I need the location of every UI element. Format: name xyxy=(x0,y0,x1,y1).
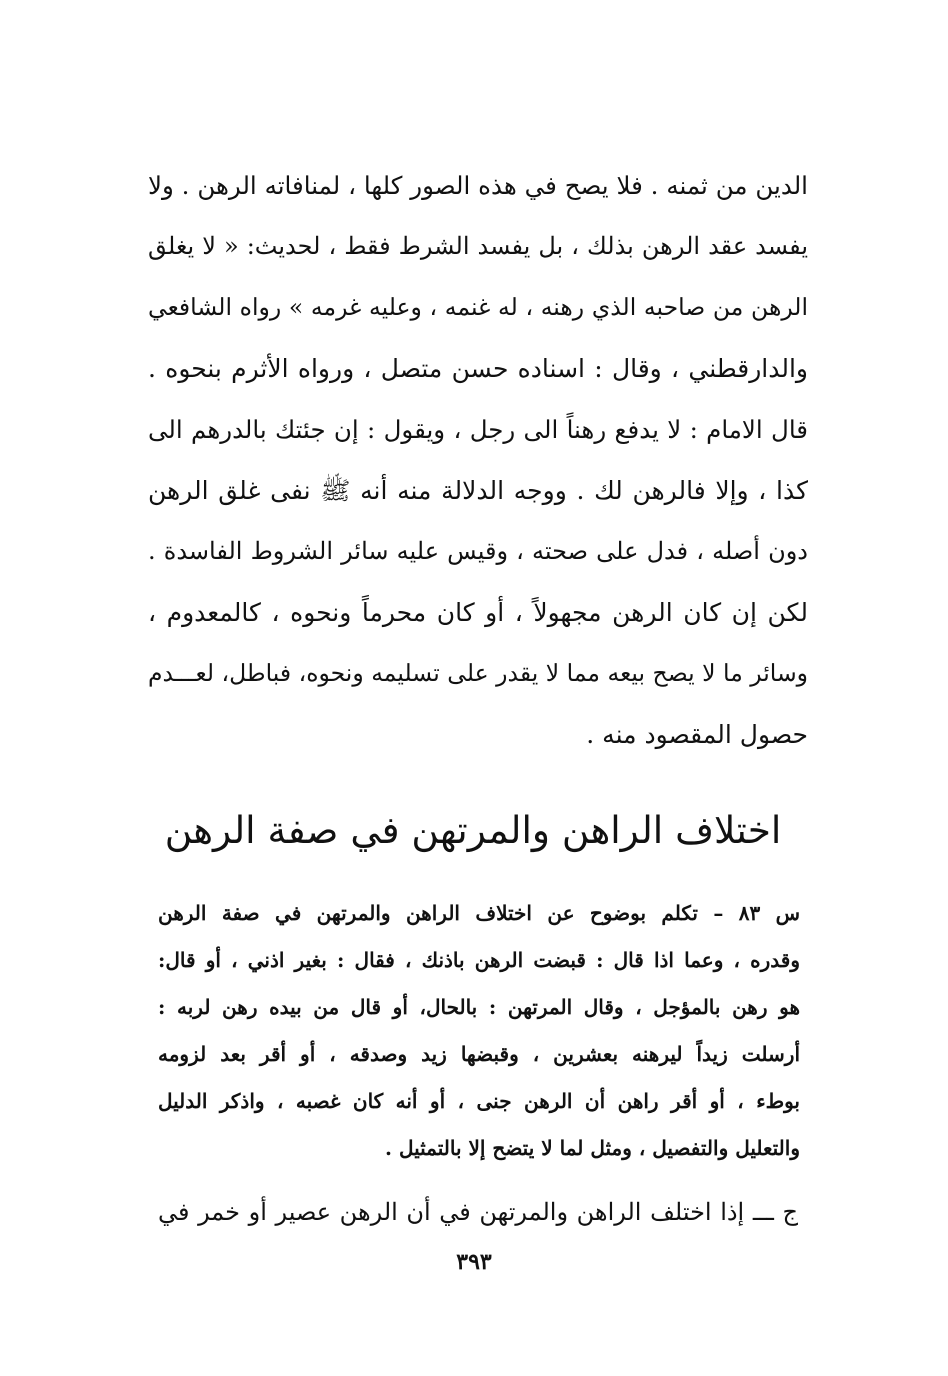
body-line: لكن إن كان الرهن مجهولاً ، أو كان محرماً ونحوه ، كالمعدوم ، xyxy=(148,598,808,627)
body-line: الدين من ثمنه . فلا يصح في هذه الصور كلها ، لمنافاته الرهن . ولا xyxy=(148,171,808,200)
question-line: وقدره ، وعما اذا قال : قبضت الرهن باذنك ، فقال : بغير اذني ، أو قال: xyxy=(158,948,800,972)
question-line: هو رهن بالمؤجل ، وقال المرتهن : بالحال، أو قال من بيده رهن لربه : xyxy=(158,995,800,1019)
question-line: والتعليل والتفصيل ، ومثل لما لا يتضح إلا بالتمثيل . xyxy=(385,1136,800,1160)
body-paragraph xyxy=(148,155,808,765)
body-line: دون أصله ، فدل على صحته ، وقيس عليه سائر الشروط الفاسدة . xyxy=(148,537,808,565)
body-line: والدارقطني ، وقال : اسناده حسن متصل ، ورواه الأثرم بنحوه . xyxy=(148,354,808,383)
body-line: وسائر ما لا يصح بيعه مما لا يقدر على تسليمه ونحوه، فباطل، لعـــدم xyxy=(148,659,808,687)
body-line: قال الامام : لا يدفع رهناً الى رجل ، ويقول : إن جئتك بالدرهم الى xyxy=(148,415,808,444)
question-block xyxy=(158,890,800,1172)
section-heading: اختلاف الراهن والمرتهن في صفة الرهن xyxy=(164,808,782,852)
body-line: كذا ، وإلا فالرهن لك . ووجه الدلالة منه أنه ﷺ نفى غلق الرهن xyxy=(148,476,808,505)
question-line: أرسلت زيداً ليرهنه بعشرين ، وقبضها زيد وصدقه ، أو أقر بعد لزومه xyxy=(158,1042,800,1066)
question-line: بوطء ، أو أقر راهن أن الرهن جنى ، أو أنه كان غصبه ، واذكر الدليل xyxy=(158,1089,800,1113)
answer-line: ج ـــ إذا اختلف الراهن والمرتهن في أن الرهن عصير أو خمر في xyxy=(158,1198,798,1226)
question-line: س ٨٣ – تكلم بوضوح عن اختلاف الراهن والمرتهن في صفة الرهن xyxy=(158,901,800,925)
body-line: حصول المقصود منه . xyxy=(586,720,808,749)
body-line: الرهن من صاحبه الذي رهنه ، له غنمه ، وعليه غرمه » رواه الشافعي xyxy=(148,293,808,321)
body-line: يفسد عقد الرهن بذلك ، بل يفسد الشرط فقط ، لحديث: « لا يغلق xyxy=(148,232,808,260)
page-number: ٣٩٣ xyxy=(456,1249,492,1275)
